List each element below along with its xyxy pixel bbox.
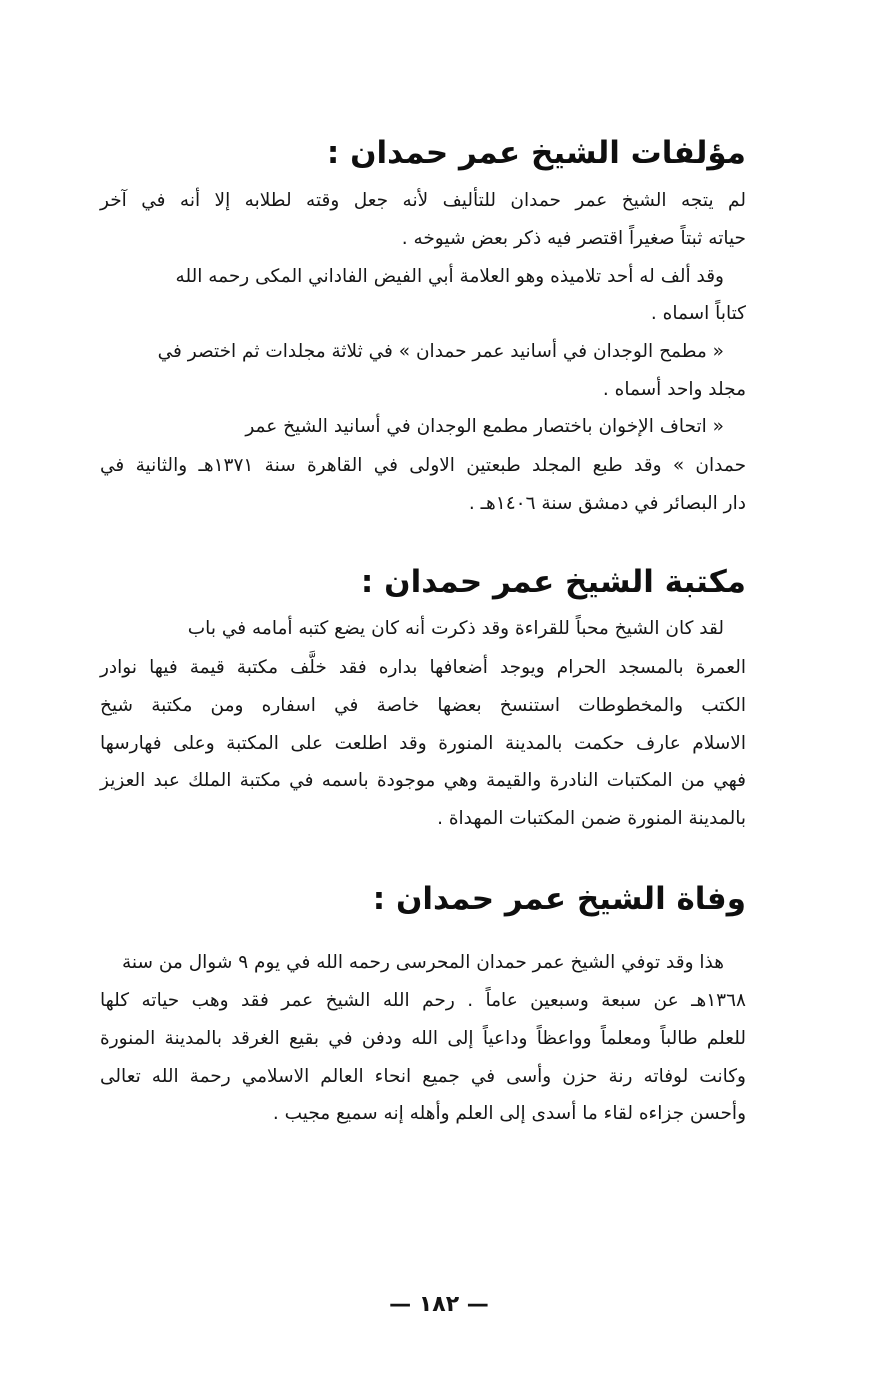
death-paragraph-line: للعلم طالباً ومعلماً وواعظاً وداعياً إلى الله ودفن في بقيع الغرقد بالمدينة المنورة [100, 1028, 746, 1049]
works-paragraph-line: لم يتجه الشيخ عمر حمدان للتأليف لأنه جعل وقته لطلابه إلا أنه في آخر [100, 190, 746, 211]
works-paragraph-line: « اتحاف الإخوان باختصار مطمع الوجدان في أسانيد الشيخ عمر [245, 416, 724, 437]
death-paragraph-line: ١٣٦٨هـ عن سبعة وسبعين عاماً . رحم الله الشيخ عمر فقد وهب حياته كلها [100, 990, 746, 1011]
library-paragraph-line: الكتب والمخطوطات استنسخ بعضها خاصة في اسفاره ومن مكتبة شيخ [100, 695, 746, 716]
works-paragraph-line: « مطمح الوجدان في أسانيد عمر حمدان » في ثلاثة مجلدات ثم اختصر في [157, 341, 724, 362]
section-heading-death: وفاة الشيخ عمر حمدان : [372, 881, 746, 917]
library-paragraph-line: لقد كان الشيخ محباً للقراءة وقد ذكرت أنه كان يضع كتبه أمامه في باب [187, 618, 724, 639]
death-paragraph-line: وأحسن جزاءه لقاء ما أسدى إلى العلم وأهله إنه سميع مجيب . [272, 1103, 746, 1124]
death-paragraph-line: هذا وقد توفي الشيخ عمر حمدان المحرسى رحمه الله في يوم ٩ شوال من سنة [121, 952, 724, 973]
works-paragraph-line: حمدان » وقد طبع المجلد طبعتين الاولى في القاهرة سنة ١٣٧١هـ والثانية في [100, 455, 747, 476]
works-paragraph-line: حياته ثبتاً صغيراً اقتصر فيه ذكر بعض شيوخه . [401, 228, 746, 249]
library-paragraph-line: فهي من المكتبات النادرة والقيمة وهي موجودة باسمه في مكتبة الملك عبد العزيز [100, 770, 746, 791]
works-paragraph-line: دار البصائر في دمشق سنة ١٤٠٦هـ . [468, 493, 746, 514]
library-paragraph-line: بالمدينة المنورة ضمن المكتبات المهداة . [437, 808, 746, 829]
works-paragraph-line: مجلد واحد أسماه . [602, 379, 746, 400]
page-number: — ١٨٢ — [389, 1292, 489, 1317]
section-heading-works: مؤلفات الشيخ عمر حمدان : [326, 135, 746, 171]
works-paragraph-line: وقد ألف له أحد تلاميذه وهو العلامة أبي الفيض الفاداني المكى رحمه الله [175, 266, 724, 287]
section-heading-library: مكتبة الشيخ عمر حمدان : [360, 564, 746, 600]
death-paragraph-line: وكانت لوفاته رنة حزن وأسى في جميع انحاء العالم الاسلامي رحمة الله تعالى [100, 1066, 746, 1087]
library-paragraph-line: العمرة بالمسجد الحرام ويوجد أضعافها بداره فقد خلَّف مكتبة قيمة فيها نوادر [100, 657, 746, 678]
library-paragraph-line: الاسلام عارف حكمت بالمدينة المنورة وقد اطلعت على المكتبة وعلى فهارسها [100, 733, 746, 754]
works-paragraph-line: كتاباً اسماه . [650, 303, 746, 324]
